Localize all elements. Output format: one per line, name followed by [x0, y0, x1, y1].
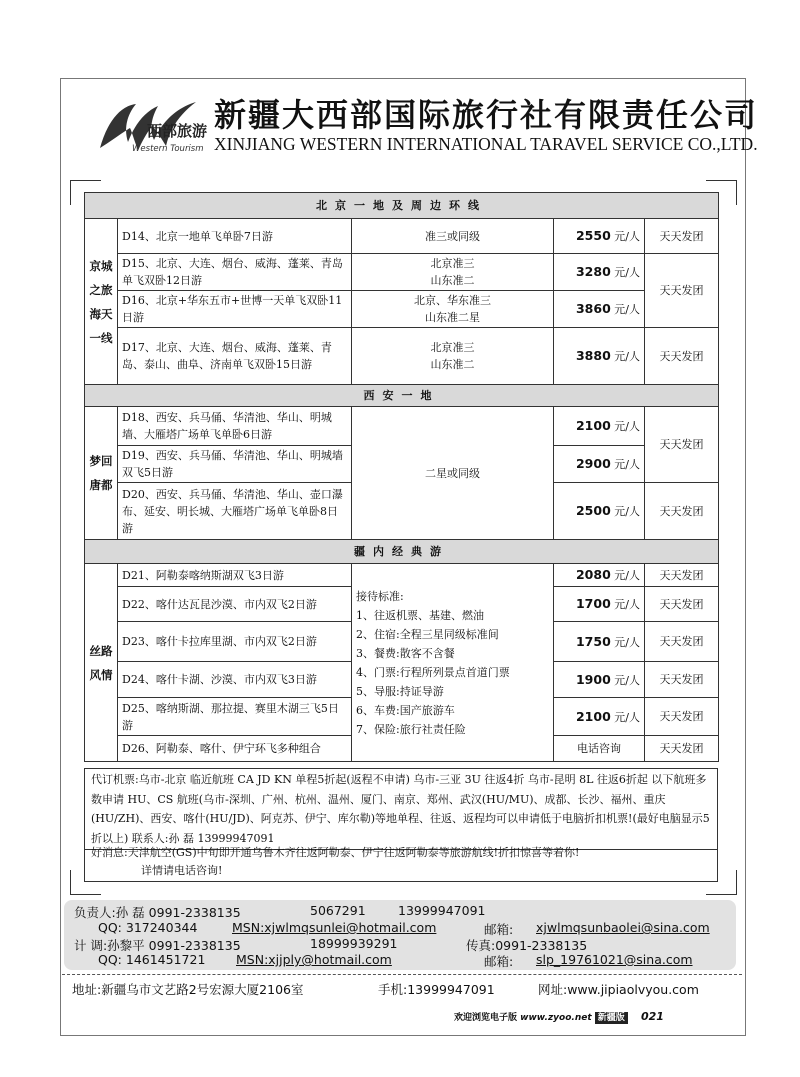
planner-mobile: 18999939291	[310, 936, 398, 951]
price-d20: 2500 元/人	[554, 483, 645, 540]
logo-chinese: 西部旅游	[147, 122, 208, 140]
good-news-line-1: 好消息:天津航空(GS)中旬即开通乌鲁木齐往返阿勒泰、伊宁往返阿勒泰等旅游航线!折扣惊喜等着你!	[91, 846, 580, 859]
divider	[62, 974, 742, 975]
route-d26: D26、阿勒泰、喀什、伊宁环飞多种组合	[118, 736, 352, 762]
planner-email-link[interactable]: slp_19761021@sina.com	[536, 952, 693, 967]
departure-d26: 天天发团	[645, 736, 719, 762]
route-d15: D15、北京、大连、烟台、威海、蓬莱、青岛单飞双卧12日游	[118, 254, 352, 291]
price-d14: 2550 元/人	[554, 219, 645, 254]
manager-mobile: 13999947091	[398, 903, 486, 918]
route-d18: D18、西安、兵马俑、华清池、华山、明城墙、大雁塔广场单飞单卧6日游	[118, 407, 352, 446]
website-link[interactable]: 网址:www.jipiaolvyou.com	[538, 982, 699, 997]
table-row	[85, 219, 719, 254]
section-title-xian: 西安一地	[85, 385, 719, 407]
price-d22: 1700 元/人	[554, 587, 645, 622]
departure-d15-d16: 天天发团	[645, 254, 719, 328]
category-xian: 梦回唐都	[85, 407, 118, 540]
page-footer	[454, 1010, 664, 1023]
manager-qq: QQ: 317240344	[98, 920, 198, 935]
departure-d25: 天天发团	[645, 698, 719, 736]
hotel-d14: 准三或同级	[352, 219, 554, 254]
footer-text: 欢迎浏览电子版	[454, 1013, 518, 1023]
page-number: 021	[640, 1010, 664, 1023]
planner-qq: QQ: 1461451721	[98, 952, 206, 967]
fax: 传真:0991-2338135	[466, 938, 588, 953]
planner-line: 计 调:孙黎平 0991-2338135	[74, 938, 241, 953]
section-title-beijing: 北京一地及周边环线	[85, 193, 719, 219]
departure-d24: 天天发团	[645, 662, 719, 698]
hotel-d16: 北京、华东准三 山东准二星	[352, 291, 554, 328]
section-header	[85, 193, 719, 219]
mobile: 手机:13999947091	[378, 982, 495, 997]
good-news-line-2: 详情请电话咨询!	[141, 864, 223, 877]
route-d14: D14、北京一地单飞单卧7日游	[118, 219, 352, 254]
planner-msn-link[interactable]: MSN:xjjply@hotmail.com	[236, 952, 392, 967]
table-row	[85, 407, 719, 446]
departure-d14: 天天发团	[645, 219, 719, 254]
address: 地址:新疆乌市文艺路2号宏源大厦2106室	[72, 982, 304, 997]
route-d16: D16、北京+华东五市+世博一天单飞双卧11日游	[118, 291, 352, 328]
section-header	[85, 540, 719, 564]
logo-english: Western Tourism	[132, 144, 204, 154]
contact-panel	[64, 900, 736, 970]
price-d17: 3880 元/人	[554, 328, 645, 385]
service-standards: 接待标准: 1、往返机票、基建、燃油 2、住宿:全程三星同级标准间 3、餐费:散客不含餐 4、门票:行程所列景点首道门票 5、导服:持证导游 6、车费:国产旅游车 7、保险:旅行社责任险	[352, 564, 554, 762]
tour-table	[84, 192, 719, 762]
hotel-d17: 北京准三 山东准二	[352, 328, 554, 385]
route-d23: D23、喀什卡拉库里湖、市内双飞2日游	[118, 622, 352, 662]
price-d15: 3280 元/人	[554, 254, 645, 291]
price-d23: 1750 元/人	[554, 622, 645, 662]
price-d16: 3860 元/人	[554, 291, 645, 328]
manager-email-label: 邮箱:	[484, 922, 514, 937]
manager-line: 负责人:孙 磊 0991-2338135	[74, 905, 241, 920]
price-d21: 2080 元/人	[554, 564, 645, 587]
departure-d21: 天天发团	[645, 564, 719, 587]
footer-tag: 新疆版	[595, 1012, 628, 1024]
route-d22: D22、喀什达瓦昆沙漠、市内双飞2日游	[118, 587, 352, 622]
ticket-note: 代订机票:乌市-北京 临近航班 CA JD KN 单程5折起(返程不申请) 乌市-三亚 3U 往返4折 乌市-昆明 8L 往返6折起 以下航班多数申请 HU、CS 航班(乌市-深圳、广州、杭州、温州、厦门、南京、郑州、武汉(HU/MU)、成都、长沙、福州、重庆(HU/ZH)、西安、喀什(HU/JD)、阿克苏、伊宁、库尔勒)等地单程、往返、返程均可以申请低于电脑折扣机票!(最好电脑显示5折以上) 联系人:孙 磊 13999947091	[84, 768, 718, 850]
planner-email-label: 邮箱:	[484, 954, 514, 969]
company-title-cn: 新疆大西部国际旅行社有限责任公司	[214, 96, 759, 134]
section-title-xinjiang: 疆内经典游	[85, 540, 719, 564]
manager-email-link[interactable]: xjwlmqsunbaolei@sina.com	[536, 920, 710, 935]
departure-d23: 天天发团	[645, 622, 719, 662]
route-d21: D21、阿勒泰喀纳斯湖双飞3日游	[118, 564, 352, 587]
table-row	[85, 291, 719, 328]
price-d26: 电话咨询	[554, 736, 645, 762]
departure-d22: 天天发团	[645, 587, 719, 622]
table-row	[85, 328, 719, 385]
hotel-d15: 北京准三 山东准二	[352, 254, 554, 291]
category-xinjiang: 丝路风情	[85, 564, 118, 762]
good-news	[84, 842, 718, 882]
price-d25: 2100 元/人	[554, 698, 645, 736]
route-d25: D25、喀纳斯湖、那拉提、赛里木湖三飞5日游	[118, 698, 352, 736]
footer-site[interactable]: www.zyoo.net	[520, 1013, 592, 1023]
price-d18: 2100 元/人	[554, 407, 645, 446]
price-d19: 2900 元/人	[554, 446, 645, 483]
table-row	[85, 564, 719, 587]
category-beijing: 京城之旅 海天一线	[85, 219, 118, 385]
price-d24: 1900 元/人	[554, 662, 645, 698]
departure-d17: 天天发团	[645, 328, 719, 385]
route-d19: D19、西安、兵马俑、华清池、华山、明城墙双飞5日游	[118, 446, 352, 483]
route-d24: D24、喀什卡湖、沙漠、市内双飞3日游	[118, 662, 352, 698]
table-row	[85, 254, 719, 291]
manager-phone: 5067291	[310, 903, 366, 918]
section-header	[85, 385, 719, 407]
company-title-en: XINJIANG WESTERN INTERNATIONAL TARAVEL SERVICE CO.,LTD.	[214, 134, 758, 154]
route-d20: D20、西安、兵马俑、华清池、华山、壶口瀑布、延安、明长城、大雁塔广场单飞单卧8日游	[118, 483, 352, 540]
route-d17: D17、北京、大连、烟台、威海、蓬莱、青岛、泰山、曲阜、济南单飞双卧15日游	[118, 328, 352, 385]
manager-msn-link[interactable]: MSN:xjwlmqsunlei@hotmail.com	[232, 920, 437, 935]
departure-d18-d19: 天天发团	[645, 407, 719, 483]
hotel-xian: 二星或同级	[352, 407, 554, 540]
departure-d20: 天天发团	[645, 483, 719, 540]
